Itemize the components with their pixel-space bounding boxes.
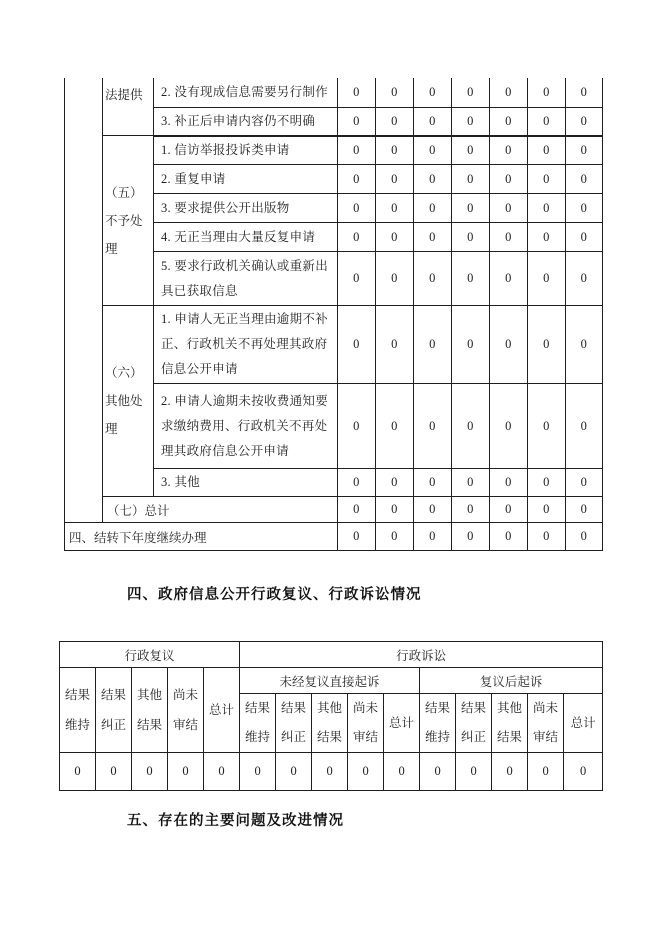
group-label: （五）不予处理 — [103, 136, 154, 306]
cell-value: 0 — [452, 78, 490, 107]
cell-value: 0 — [490, 107, 528, 136]
table-row — [65, 497, 603, 523]
cell-value: 0 — [414, 523, 452, 551]
cell-value: 0 — [338, 165, 376, 194]
cell-value: 0 — [376, 165, 414, 194]
cell-value: 0 — [338, 523, 376, 551]
column-header: 总计 — [384, 694, 420, 753]
cell-value: 0 — [452, 252, 490, 306]
cell-value: 0 — [566, 306, 603, 384]
cell-value: 0 — [414, 194, 452, 223]
section-heading-5: 五、存在的主要问题及改进情况 — [127, 813, 344, 829]
cell-value: 0 — [452, 469, 490, 497]
cell-value: 0 — [528, 523, 566, 551]
cell-value: 0 — [528, 252, 566, 306]
row-label: 3. 要求提供公开出版物 — [154, 194, 338, 223]
cell-value: 0 — [528, 306, 566, 384]
cell-value: 0 — [414, 165, 452, 194]
cell-value: 0 — [376, 136, 414, 165]
cell-value: 0 — [528, 497, 566, 523]
column-header: 结果纠正 — [456, 694, 492, 753]
cell-value: 0 — [384, 753, 420, 791]
review-litigation-table — [59, 641, 603, 791]
row-label: 1. 信访举报投诉类申请 — [154, 136, 338, 165]
cell-value: 0 — [414, 78, 452, 107]
cell-value: 0 — [414, 497, 452, 523]
table-row — [60, 668, 603, 694]
row-label: 2. 没有现成信息需要另行制作 — [154, 78, 338, 107]
cell-value: 0 — [414, 384, 452, 469]
cell-value: 0 — [60, 753, 96, 791]
cell-value: 0 — [376, 194, 414, 223]
cell-value: 0 — [338, 107, 376, 136]
cell-value: 0 — [338, 469, 376, 497]
cell-value: 0 — [132, 753, 168, 791]
cell-value: 0 — [376, 523, 414, 551]
cell-value: 0 — [528, 753, 564, 791]
cell-value: 0 — [452, 136, 490, 165]
cell-value: 0 — [528, 136, 566, 165]
left-spanner-cell — [65, 78, 103, 523]
processing-results-table-wrap — [64, 78, 603, 551]
column-header: 尚未审结 — [168, 668, 204, 753]
cell-value: 0 — [338, 78, 376, 107]
cell-value: 0 — [490, 78, 528, 107]
cell-value: 0 — [566, 469, 603, 497]
cell-value: 0 — [338, 194, 376, 223]
cell-value: 0 — [566, 165, 603, 194]
table-row — [65, 78, 603, 107]
cell-value: 0 — [528, 107, 566, 136]
cell-value: 0 — [96, 753, 132, 791]
cell-value: 0 — [528, 194, 566, 223]
cell-value: 0 — [566, 107, 603, 136]
cell-value: 0 — [566, 523, 603, 551]
cell-value: 0 — [414, 306, 452, 384]
cell-value: 0 — [452, 165, 490, 194]
cell-value: 0 — [338, 223, 376, 252]
cell-value: 0 — [490, 523, 528, 551]
column-header: 结果维持 — [240, 694, 276, 753]
cell-value: 0 — [490, 306, 528, 384]
cell-value: 0 — [528, 384, 566, 469]
cell-value: 0 — [240, 753, 276, 791]
carryover-row-label: 四、结转下年度继续办理 — [65, 523, 338, 551]
cell-value: 0 — [490, 252, 528, 306]
total-row-label: （七）总计 — [103, 497, 338, 523]
cell-value: 0 — [376, 78, 414, 107]
cell-value: 0 — [452, 107, 490, 136]
table-row — [60, 642, 603, 668]
column-header: 其他结果 — [132, 668, 168, 753]
row-label: 2. 重复申请 — [154, 165, 338, 194]
cell-value: 0 — [452, 194, 490, 223]
cell-value: 0 — [338, 384, 376, 469]
cell-value: 0 — [414, 107, 452, 136]
cell-value: 0 — [168, 753, 204, 791]
cell-value: 0 — [490, 194, 528, 223]
cell-value: 0 — [204, 753, 240, 791]
cell-value: 0 — [566, 136, 603, 165]
table-row — [65, 306, 603, 384]
row-label: 3. 补正后申请内容仍不明确 — [154, 107, 338, 136]
cell-value: 0 — [376, 497, 414, 523]
cell-value: 0 — [456, 753, 492, 791]
column-header: 其他结果 — [492, 694, 528, 753]
column-header: 其他结果 — [312, 694, 348, 753]
cell-value: 0 — [564, 753, 603, 791]
cell-value: 0 — [414, 469, 452, 497]
column-header: 结果维持 — [60, 668, 96, 753]
cell-value: 0 — [528, 469, 566, 497]
cell-value: 0 — [490, 497, 528, 523]
cell-value: 0 — [276, 753, 312, 791]
cell-value: 0 — [528, 223, 566, 252]
row-label: 4. 无正当理由大量反复申请 — [154, 223, 338, 252]
cell-value: 0 — [414, 252, 452, 306]
cell-value: 0 — [376, 306, 414, 384]
cell-value: 0 — [528, 78, 566, 107]
group-label: （六）其他处理 — [103, 306, 154, 497]
cell-value: 0 — [414, 136, 452, 165]
cell-value: 0 — [452, 497, 490, 523]
litigation-group-header: 行政诉讼 — [240, 642, 603, 668]
table-row — [65, 523, 603, 551]
cell-value: 0 — [338, 136, 376, 165]
column-header: 结果维持 — [420, 694, 456, 753]
column-header: 尚未审结 — [348, 694, 384, 753]
cell-value: 0 — [490, 384, 528, 469]
column-header: 总计 — [564, 694, 603, 753]
cell-value: 0 — [414, 223, 452, 252]
cell-value: 0 — [452, 384, 490, 469]
cell-value: 0 — [490, 223, 528, 252]
cell-value: 0 — [376, 469, 414, 497]
group-label: 法提供 — [103, 78, 154, 136]
cell-value: 0 — [452, 306, 490, 384]
cell-value: 0 — [528, 165, 566, 194]
cell-value: 0 — [490, 136, 528, 165]
cell-value: 0 — [338, 306, 376, 384]
cell-value: 0 — [376, 252, 414, 306]
cell-value: 0 — [376, 384, 414, 469]
row-label: 5. 要求行政机关确认或重新出具已获取信息 — [154, 252, 338, 306]
column-header: 结果纠正 — [96, 668, 132, 753]
cell-value: 0 — [312, 753, 348, 791]
after-review-suit-subheader: 复议后起诉 — [420, 668, 603, 694]
cell-value: 0 — [492, 753, 528, 791]
table-row — [65, 136, 603, 165]
cell-value: 0 — [452, 523, 490, 551]
cell-value: 0 — [338, 252, 376, 306]
cell-value: 0 — [566, 384, 603, 469]
cell-value: 0 — [348, 753, 384, 791]
cell-value: 0 — [490, 165, 528, 194]
cell-value: 0 — [420, 753, 456, 791]
review-litigation-table-wrap — [59, 641, 603, 791]
cell-value: 0 — [566, 194, 603, 223]
cell-value: 0 — [452, 223, 490, 252]
review-group-header: 行政复议 — [60, 642, 240, 668]
cell-value: 0 — [338, 497, 376, 523]
section-heading-4: 四、政府信息公开行政复议、行政诉讼情况 — [127, 587, 422, 603]
row-label: 1. 申请人无正当理由逾期不补正、行政机关不再处理其政府信息公开申请 — [154, 306, 338, 384]
table-row — [60, 753, 603, 791]
cell-value: 0 — [566, 78, 603, 107]
column-header: 总计 — [204, 668, 240, 753]
cell-value: 0 — [376, 107, 414, 136]
cell-value: 0 — [490, 469, 528, 497]
cell-value: 0 — [566, 252, 603, 306]
direct-suit-subheader: 未经复议直接起诉 — [240, 668, 420, 694]
row-label: 2. 申请人逾期未按收费通知要求缴纳费用、行政机关不再处理其政府信息公开申请 — [154, 384, 338, 469]
cell-value: 0 — [566, 223, 603, 252]
row-label: 3. 其他 — [154, 469, 338, 497]
column-header: 结果纠正 — [276, 694, 312, 753]
cell-value: 0 — [376, 223, 414, 252]
processing-results-table — [64, 78, 603, 551]
column-header: 尚未审结 — [528, 694, 564, 753]
cell-value: 0 — [566, 497, 603, 523]
